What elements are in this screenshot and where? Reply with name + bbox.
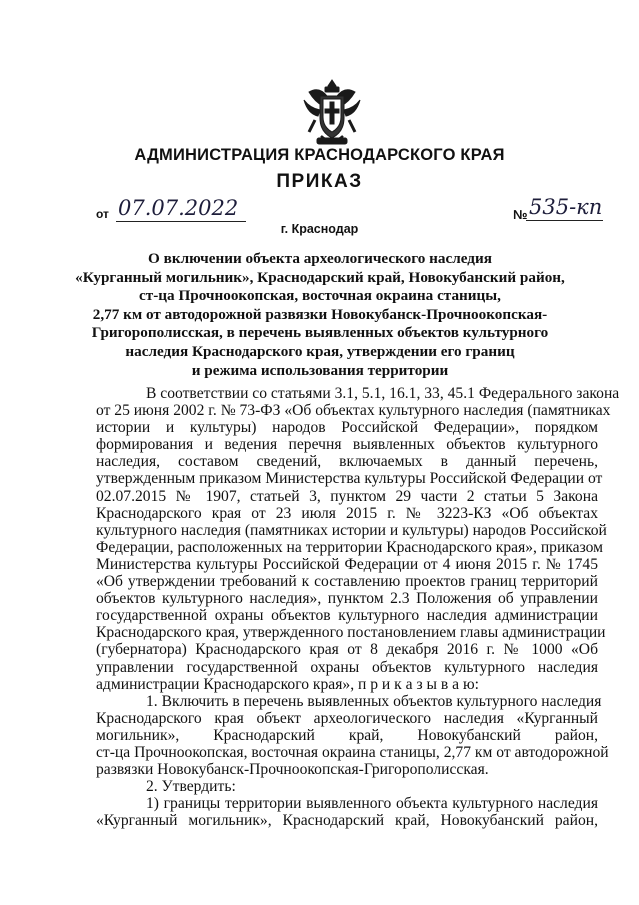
date-label: от [96,207,109,221]
body-line: В соответствии со статьями 3.1, 5.1, 16.1, 33, 45.1 Федерального закона [146,385,620,402]
body-line: Министерства культуры Российской Федерации от 4 июня 2015 г. № 1745 [96,555,598,573]
title-line: «Курганный могильник», Краснодарский край, Новокубанский район, [75,268,565,286]
number-value-handwritten: 535-кп [526,194,603,221]
title-line: ст-ца Прочноокопская, восточная окраина станицы, [139,287,501,305]
body-line: Краснодарского края от 23 июля 2015 г. № 3223-КЗ «Об объектах [96,504,598,522]
body-line: Федерации, расположенных на территории Краснодарского края», приказом [96,538,604,556]
body-line: утвержденным приказом Министерства культуры Российской Федерации от [96,470,603,488]
title-line: О включении объекта археологического наследия [148,250,492,267]
coat-of-arms-emblem [301,78,363,148]
body-line: 02.07.2015 № 1907, статьей 3, пунктом 29 части 2 статьи 5 Закона [96,487,598,505]
body-line: управлении государственной охраны объектов культурного наследия [96,658,598,676]
title-line: Григорополисская, в перечень выявленных объектов культурного [91,324,549,342]
title-line: наследия Краснодарского края, утверждении его границ [125,342,515,360]
order-title [60,250,580,380]
number-label: № [513,207,528,222]
body-line: культурного наследия (памятниках истории и культуры) народов Российской [96,521,607,539]
body-line: формирования и ведения перечня выявленных объектов культурного [96,436,598,454]
body-line: от 25 июня 2002 г. № 73-ФЗ «Об объектах культурного наследия (памятниках [96,402,611,420]
body-line: 2. Утвердить: [146,778,236,796]
body-line: администрации Краснодарского края», п р и к а з ы в а ю: [96,675,479,693]
body-line: (губернатора) Краснодарского края от 8 декабря 2016 г. № 1000 «Об [96,641,598,659]
organization-title: АДМИНИСТРАЦИЯ КРАСНОДАРСКОГО КРАЯ [134,146,505,164]
body-line: развязки Новокубанск-Прочноокопская-Григорополисская. [96,761,489,779]
document-kind: ПРИКАЗ [276,171,363,192]
body-line: могильник», Краснодарский край, Новокубанский район, [96,726,598,744]
title-line: 2,77 км от автодорожной развязки Новокубанск-Прочноокопская- [92,305,548,323]
order-body [96,385,620,830]
body-line: ст-ца Прочноокопская, восточная окраина станицы, 2,77 км от автодорожной [96,743,609,761]
body-line: 1) границы территории выявленного объекта культурного наследия [146,795,598,813]
body-line: наследия, составом сведений, включаемых в данный перечень, [96,453,598,471]
date-value-handwritten: 07.07.2022 [116,195,246,222]
city-label: г. Краснодар [280,222,359,236]
body-line: «Об утверждении требований к составлению проектов границ территорий [96,573,598,591]
body-line: Краснодарского края, утвержденного постановлением главы администрации [96,624,606,642]
body-line: истории и культуры) народов Российской Федерации», порядком [96,419,598,437]
body-line: объектов культурного наследия», пунктом 2.3 Положения об управлении [96,590,598,608]
title-line: и режима использования территории [191,361,449,379]
body-line: государственной охраны объектов культурного наследия администрации [96,607,598,625]
body-line: Краснодарского края объект археологического наследия «Курганный [96,709,598,727]
body-line: «Курганный могильник», Краснодарский край, Новокубанский район, [96,812,598,830]
body-line: 1. Включить в перечень выявленных объектов культурного наследия [146,692,602,710]
